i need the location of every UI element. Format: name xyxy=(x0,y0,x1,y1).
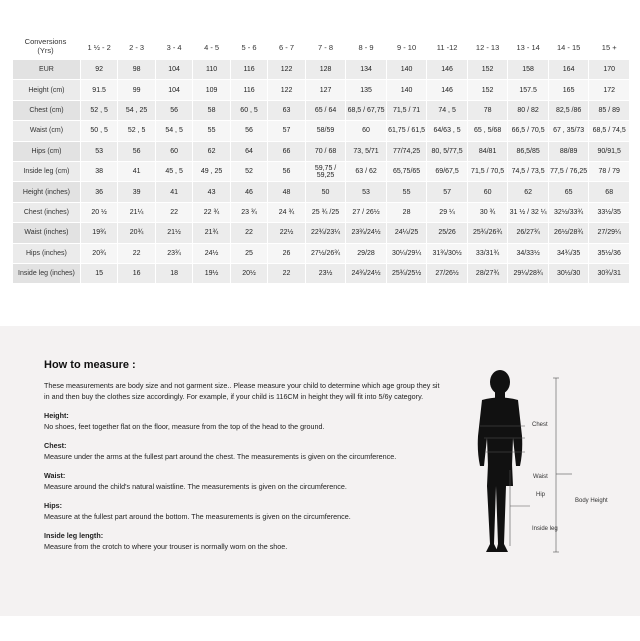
table-cell: 29 ¼ xyxy=(427,203,467,222)
table-cell: 20¾ xyxy=(81,244,117,263)
table-cell: 34/33½ xyxy=(508,244,548,263)
how-to-measure-title: How to measure : xyxy=(44,359,136,371)
measure-section xyxy=(44,441,444,462)
table-cell: 60 , 5 xyxy=(231,101,267,120)
table-cell: 62 xyxy=(508,182,548,201)
conversions-header xyxy=(12,36,79,58)
table-cell: 65 , 5/68 xyxy=(468,121,508,140)
table-cell: 26 xyxy=(268,244,304,263)
table-cell: 65 / 64 xyxy=(306,101,346,120)
table-cell: 71,5 / 70,5 xyxy=(468,162,508,181)
row-label: Inside leg (cm) xyxy=(13,162,80,181)
row-label: Hips (inches) xyxy=(13,244,80,263)
table-cell: 85 / 89 xyxy=(589,101,629,120)
table-cell: 52 , 5 xyxy=(118,121,154,140)
table-cell: 64/63 , 5 xyxy=(427,121,467,140)
body-height-label: Body Height xyxy=(575,498,608,504)
table-cell: 54 , 5 xyxy=(156,121,192,140)
table-cell: 140 xyxy=(387,60,427,79)
table-cell: 172 xyxy=(589,80,629,99)
table-row xyxy=(13,101,629,120)
table-cell: 55 xyxy=(387,182,427,201)
table-cell: 24¼/25 xyxy=(387,223,427,242)
table-cell: 55 xyxy=(193,121,229,140)
table-cell: 62 xyxy=(193,142,229,161)
table-cell: 128 xyxy=(306,60,346,79)
table-cell: 116 xyxy=(231,80,267,99)
table-cell: 84/81 xyxy=(468,142,508,161)
column-header: 1 ½ - 2 xyxy=(81,37,117,59)
table-cell: 80, 5/77,5 xyxy=(427,142,467,161)
row-label: Height (inches) xyxy=(13,182,80,201)
table-cell: 135 xyxy=(346,80,386,99)
table-cell: 38 xyxy=(81,162,117,181)
column-header: 3 - 4 xyxy=(156,37,192,59)
table-cell: 99 xyxy=(118,80,154,99)
row-label: Chest (inches) xyxy=(13,203,80,222)
table-cell: 22 xyxy=(268,264,304,283)
row-label: Hips (cm) xyxy=(13,142,80,161)
table-cell: 74,5 / 73,5 xyxy=(508,162,548,181)
table-cell: 33/31¾ xyxy=(468,244,508,263)
how-to-measure-text xyxy=(44,381,444,552)
table-cell: 23¾/24½ xyxy=(346,223,386,242)
column-header: 8 - 9 xyxy=(346,37,386,59)
table-cell: 66,5 / 70,5 xyxy=(508,121,548,140)
measure-section xyxy=(44,471,444,492)
table-cell: 64 xyxy=(231,142,267,161)
table-cell: 21¾ xyxy=(193,223,229,242)
table-cell: 25 xyxy=(231,244,267,263)
table-cell: 25/26 xyxy=(427,223,467,242)
table-cell: 24½ xyxy=(193,244,229,263)
table-cell: 69/67,5 xyxy=(427,162,467,181)
table-cell: 71,5 / 71 xyxy=(387,101,427,120)
table-cell: 36 xyxy=(81,182,117,201)
table-cell: 104 xyxy=(156,60,192,79)
table-cell: 60 xyxy=(346,121,386,140)
table-cell: 23½ xyxy=(306,264,346,283)
chest-label: Chest xyxy=(532,422,548,428)
measure-section-title: Hips: xyxy=(44,501,62,510)
table-cell: 53 xyxy=(81,142,117,161)
table-cell: 26½/28¾ xyxy=(549,223,589,242)
table-cell: 61,75 / 61,5 xyxy=(387,121,427,140)
table-cell: 66 xyxy=(268,142,304,161)
table-cell: 164 xyxy=(549,60,589,79)
column-header: 4 - 5 xyxy=(193,37,229,59)
table-cell: 56 xyxy=(268,162,304,181)
row-label: Height (cm) xyxy=(13,80,80,99)
table-cell: 45 , 5 xyxy=(156,162,192,181)
measure-section-title: Height: xyxy=(44,411,69,420)
table-cell: 27/26½ xyxy=(427,264,467,283)
column-header: 12 - 13 xyxy=(468,37,508,59)
table-cell: 25¾/25½ xyxy=(387,264,427,283)
measure-section-text: Measure at the fullest part around the bottom. The measurements is given on the circumference. xyxy=(44,511,351,521)
table-cell: 146 xyxy=(427,80,467,99)
column-header: 2 - 3 xyxy=(118,37,154,59)
table-header-row xyxy=(13,37,629,59)
table-cell: 152 xyxy=(468,80,508,99)
table-cell: 39 xyxy=(118,182,154,201)
table-cell: 35½/36 xyxy=(589,244,629,263)
row-label: Waist (cm) xyxy=(13,121,80,140)
column-header: 14 - 15 xyxy=(549,37,589,59)
measure-section-text: Measure around the child's natural waistline. The measurements is given on the circumference. xyxy=(44,481,347,491)
table-cell: 16 xyxy=(118,264,154,283)
table-cell: 19½ xyxy=(193,264,229,283)
column-header: 13 - 14 xyxy=(508,37,548,59)
table-cell: 20 ½ xyxy=(81,203,117,222)
table-cell: 65 xyxy=(549,182,589,201)
table-cell: 88/89 xyxy=(549,142,589,161)
table-cell: 56 xyxy=(156,101,192,120)
table-row xyxy=(13,244,629,263)
column-header: 6 - 7 xyxy=(268,37,304,59)
table-cell: 74 , 5 xyxy=(427,101,467,120)
table-cell: 86,5/85 xyxy=(508,142,548,161)
table-row xyxy=(13,182,629,201)
table-cell: 116 xyxy=(231,60,267,79)
table-cell: 50 , 5 xyxy=(81,121,117,140)
table-cell: 68 xyxy=(589,182,629,201)
child-figure xyxy=(460,366,630,566)
table-cell: 73, 5/71 xyxy=(346,142,386,161)
table-cell: 24 ¾ xyxy=(268,203,304,222)
table-cell: 22 ¾ xyxy=(193,203,229,222)
inside-leg-label: Inside leg xyxy=(532,526,558,532)
table-cell: 25¾/26¾ xyxy=(468,223,508,242)
table-cell: 20¾ xyxy=(118,223,154,242)
table-cell: 27 / 26½ xyxy=(346,203,386,222)
table-cell: 157.5 xyxy=(508,80,548,99)
measure-section-text: No shoes, feet together flat on the floor, measure from the top of the head to the ground. xyxy=(44,421,325,431)
table-cell: 26/27¾ xyxy=(508,223,548,242)
measure-section-title: Chest: xyxy=(44,441,67,450)
table-cell: 68,5 / 74,5 xyxy=(589,121,629,140)
table-cell: 49 , 25 xyxy=(193,162,229,181)
row-label: Waist (inches) xyxy=(13,223,80,242)
table-cell: 27½/26¾ xyxy=(306,244,346,263)
table-row xyxy=(13,223,629,242)
table-row xyxy=(13,121,629,140)
row-label: Inside leg (inches) xyxy=(13,264,80,283)
table-cell: 77,5 / 76,25 xyxy=(549,162,589,181)
column-header: 11 -12 xyxy=(427,37,467,59)
table-cell: 152 xyxy=(468,60,508,79)
table-cell: 19¾ xyxy=(81,223,117,242)
waist-label: Waist xyxy=(533,474,548,480)
table-row xyxy=(13,264,629,283)
column-header: 5 - 6 xyxy=(231,37,267,59)
how-to-measure-panel xyxy=(0,326,640,616)
table-cell: 70 / 68 xyxy=(306,142,346,161)
intro-text: These measurements are body size and not garment size.. Please measure your child to determine which age group they sit in and then buy the clothes size accordingly. For example, if your child is 116CM in height they will fit into 5/6y category. xyxy=(44,381,440,401)
table-cell: 30 ¾ xyxy=(468,203,508,222)
table-cell: 23 ¾ xyxy=(231,203,267,222)
table-cell: 90/91,5 xyxy=(589,142,629,161)
table-cell: 52 , 5 xyxy=(81,101,117,120)
measure-section-text: Measure from the crotch to where your trouser is normally worn on the shoe. xyxy=(44,541,288,551)
table-cell: 63 / 62 xyxy=(346,162,386,181)
table-cell: 28 xyxy=(387,203,427,222)
table-cell: 52 xyxy=(231,162,267,181)
child-silhouette-icon xyxy=(460,366,630,566)
table-cell: 27/29¼ xyxy=(589,223,629,242)
table-cell: 98 xyxy=(118,60,154,79)
table-cell: 134 xyxy=(346,60,386,79)
table-cell: 18 xyxy=(156,264,192,283)
measure-section-text: Measure under the arms at the fullest part around the chest. The measurements is given on the circumference. xyxy=(44,451,397,461)
table-cell: 140 xyxy=(387,80,427,99)
table-cell: 65,75/65 xyxy=(387,162,427,181)
table-cell: 31¾/30½ xyxy=(427,244,467,263)
table-cell: 56 xyxy=(231,121,267,140)
hip-label: Hip xyxy=(536,492,546,498)
table-cell: 28/27¾ xyxy=(468,264,508,283)
table-cell: 41 xyxy=(118,162,154,181)
table-cell: 32½/33¾ xyxy=(549,203,589,222)
table-cell: 58/59 xyxy=(306,121,346,140)
table-cell: 46 xyxy=(231,182,267,201)
table-cell: 122 xyxy=(268,80,304,99)
table-cell: 22 xyxy=(156,203,192,222)
measure-section xyxy=(44,501,444,522)
table-cell: 22 xyxy=(118,244,154,263)
table-cell: 21½ xyxy=(156,223,192,242)
table-cell: 56 xyxy=(118,142,154,161)
table-cell: 23¾ xyxy=(156,244,192,263)
table-cell: 21¼ xyxy=(118,203,154,222)
table-cell: 20½ xyxy=(231,264,267,283)
table-cell: 60 xyxy=(468,182,508,201)
table-cell: 48 xyxy=(268,182,304,201)
table-cell: 68,5 / 67,75 xyxy=(346,101,386,120)
table-cell: 78 / 79 xyxy=(589,162,629,181)
table-cell: 104 xyxy=(156,80,192,99)
table-cell: 146 xyxy=(427,60,467,79)
table-cell: 33½/35 xyxy=(589,203,629,222)
table-cell: 25 ¾ /25 xyxy=(306,203,346,222)
table-cell: 170 xyxy=(589,60,629,79)
table-cell: 82,5 /86 xyxy=(549,101,589,120)
table-cell: 41 xyxy=(156,182,192,201)
table-cell: 57 xyxy=(427,182,467,201)
years-label: (Yrs) xyxy=(37,46,54,55)
table-cell: 127 xyxy=(306,80,346,99)
table-cell: 158 xyxy=(508,60,548,79)
table-cell: 60 xyxy=(156,142,192,161)
table-row xyxy=(13,162,629,181)
conversions-label: Conversions xyxy=(24,37,67,47)
measure-section xyxy=(44,531,444,552)
table-cell: 29/28 xyxy=(346,244,386,263)
measure-section-title: Inside leg length: xyxy=(44,531,104,540)
row-label: EUR xyxy=(13,60,80,79)
table-cell: 53 xyxy=(346,182,386,201)
table-cell: 54 , 25 xyxy=(118,101,154,120)
table-cell: 109 xyxy=(193,80,229,99)
table-cell: 77/74,25 xyxy=(387,142,427,161)
table-cell: 29¼/28¾ xyxy=(508,264,548,283)
table-cell: 24¾/24½ xyxy=(346,264,386,283)
measure-section-title: Waist: xyxy=(44,471,66,480)
measure-section xyxy=(44,411,444,432)
table-cell: 50 xyxy=(306,182,346,201)
table-cell: 59,75 / 59,25 xyxy=(306,162,346,181)
table-cell: 110 xyxy=(193,60,229,79)
table-row xyxy=(13,142,629,161)
table-cell: 78 xyxy=(468,101,508,120)
table-cell: 92 xyxy=(81,60,117,79)
row-label: Chest (cm) xyxy=(13,101,80,120)
table-cell: 57 xyxy=(268,121,304,140)
table-cell: 30½/30 xyxy=(549,264,589,283)
table-cell: 165 xyxy=(549,80,589,99)
table-cell: 31 ½ / 32 ¼ xyxy=(508,203,548,222)
table-cell: 43 xyxy=(193,182,229,201)
table-row xyxy=(13,203,629,222)
size-conversion-table xyxy=(12,36,630,284)
column-header: 9 - 10 xyxy=(387,37,427,59)
table-cell: 122 xyxy=(268,60,304,79)
table-cell: 91.5 xyxy=(81,80,117,99)
table-cell: 30¾/31 xyxy=(589,264,629,283)
table-cell: 15 xyxy=(81,264,117,283)
table-cell: 22 xyxy=(231,223,267,242)
table-row xyxy=(13,80,629,99)
table-cell: 34¾/35 xyxy=(549,244,589,263)
table-cell: 63 xyxy=(268,101,304,120)
table-cell: 58 xyxy=(193,101,229,120)
column-header: 7 - 8 xyxy=(306,37,346,59)
table-cell: 80 / 82 xyxy=(508,101,548,120)
table-cell: 22½ xyxy=(268,223,304,242)
table-cell: 67 , 35/73 xyxy=(549,121,589,140)
table-cell: 22¾/23¼ xyxy=(306,223,346,242)
column-header: 15 + xyxy=(589,37,629,59)
table-cell: 30¼/29¼ xyxy=(387,244,427,263)
table-row xyxy=(13,60,629,79)
